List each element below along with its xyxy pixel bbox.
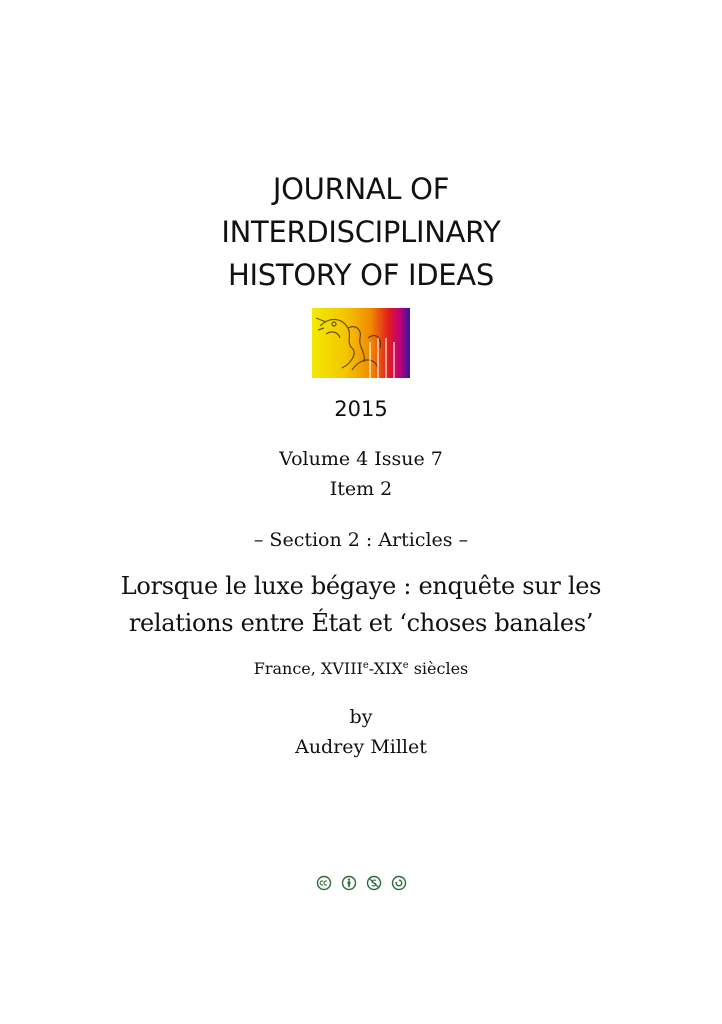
by-icon — [341, 875, 357, 891]
subtitle-mid: -XIX — [368, 659, 403, 678]
byline — [0, 702, 722, 762]
nc-icon — [366, 875, 382, 891]
subtitle-sup-1: e — [362, 660, 369, 671]
author-name: Audrey Millet — [295, 736, 427, 758]
journal-title-line-1: JOURNAL OF — [272, 172, 450, 206]
article-title-line-1: Lorsque le luxe bégaye : enquête sur les — [120, 572, 602, 600]
publication-year: 2015 — [334, 397, 388, 421]
cc-icon — [316, 875, 332, 891]
article-title-line-2: relations entre État et ‘choses banales’ — [128, 609, 594, 637]
journal-title — [0, 168, 722, 297]
license-icons — [0, 875, 722, 891]
volume-issue: Volume 4 Issue 7 — [279, 448, 443, 470]
volume-info — [0, 444, 722, 504]
article-title — [60, 568, 662, 642]
item-number: Item 2 — [329, 478, 393, 500]
journal-title-line-2: INTERDISCIPLINARY — [221, 215, 501, 249]
section-label: – Section 2 : Articles – — [253, 529, 469, 551]
subtitle-prefix: France, XVIII — [253, 659, 363, 678]
dragon-logo-icon — [312, 308, 410, 378]
journal-title-line-3: HISTORY OF IDEAS — [228, 258, 494, 292]
subtitle-suffix: siècles — [408, 659, 469, 678]
subtitle-sup-2: e — [402, 660, 409, 671]
sa-icon — [391, 875, 407, 891]
article-subtitle — [0, 656, 722, 682]
by-label: by — [349, 706, 373, 728]
